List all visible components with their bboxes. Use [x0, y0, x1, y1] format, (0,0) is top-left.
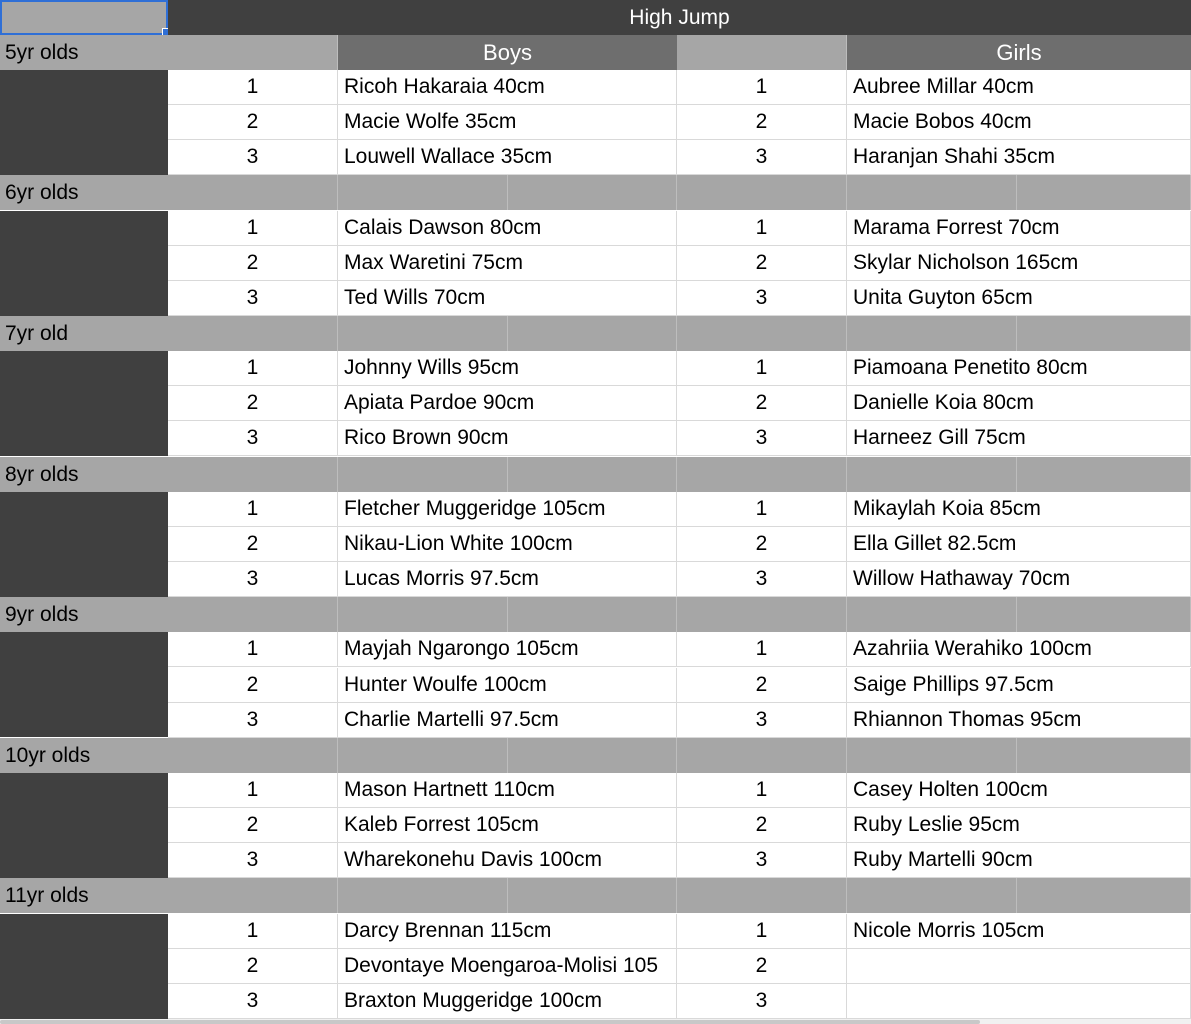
- girl-place-cell[interactable]: 3: [677, 281, 847, 316]
- boy-name-cell[interactable]: Ricoh Hakaraia 40cm: [338, 70, 677, 105]
- boy-name-cell[interactable]: Max Waretini 75cm: [338, 246, 677, 281]
- band-cell[interactable]: [677, 175, 847, 210]
- band-cell[interactable]: [847, 878, 1017, 913]
- age-group-label[interactable]: 10yr olds: [0, 738, 168, 773]
- boy-place-cell[interactable]: 1: [168, 211, 338, 246]
- girl-place-cell[interactable]: 3: [677, 562, 847, 597]
- boy-name-cell[interactable]: Rico Brown 90cm: [338, 421, 677, 456]
- boy-name-cell[interactable]: Ted Wills 70cm: [338, 281, 677, 316]
- boy-place-cell[interactable]: 3: [168, 281, 338, 316]
- band-cell[interactable]: [168, 878, 338, 913]
- boy-place-cell[interactable]: 2: [168, 386, 338, 421]
- girl-place-cell[interactable]: 2: [677, 386, 847, 421]
- girl-name-cell[interactable]: Unita Guyton 65cm: [847, 281, 1191, 316]
- girl-place-cell[interactable]: 2: [677, 949, 847, 984]
- band-cell[interactable]: [1017, 316, 1191, 351]
- girl-name-cell[interactable]: Nicole Morris 105cm: [847, 914, 1191, 949]
- boy-name-cell[interactable]: Hunter Woulfe 100cm: [338, 668, 677, 703]
- band-cell[interactable]: [508, 457, 677, 492]
- boy-place-cell[interactable]: 1: [168, 492, 338, 527]
- girl-name-cell[interactable]: Marama Forrest 70cm: [847, 211, 1191, 246]
- girl-name-cell[interactable]: Danielle Koia 80cm: [847, 386, 1191, 421]
- girl-place-cell[interactable]: 3: [677, 843, 847, 878]
- girl-name-cell[interactable]: Mikaylah Koia 85cm: [847, 492, 1191, 527]
- band-cell[interactable]: [508, 175, 677, 210]
- boy-name-cell[interactable]: Louwell Wallace 35cm: [338, 140, 677, 175]
- band-cell[interactable]: [677, 316, 847, 351]
- girl-place-cell[interactable]: 3: [677, 984, 847, 1019]
- age-group-label[interactable]: 6yr olds: [0, 175, 168, 210]
- boy-name-cell[interactable]: Nikau-Lion White 100cm: [338, 527, 677, 562]
- girl-name-cell[interactable]: Harneez Gill 75cm: [847, 421, 1191, 456]
- age-group-side-block[interactable]: [0, 914, 168, 1019]
- boy-place-cell[interactable]: 3: [168, 984, 338, 1019]
- girl-place-cell[interactable]: 1: [677, 914, 847, 949]
- age-group-side-block[interactable]: [0, 492, 168, 597]
- girl-name-cell[interactable]: Skylar Nicholson 165cm: [847, 246, 1191, 281]
- boy-place-cell[interactable]: 3: [168, 562, 338, 597]
- girl-name-cell[interactable]: Aubree Millar 40cm: [847, 70, 1191, 105]
- boy-place-cell[interactable]: 1: [168, 351, 338, 386]
- girl-place-cell[interactable]: 3: [677, 703, 847, 738]
- girl-place-cell[interactable]: 3: [677, 421, 847, 456]
- girl-place-cell[interactable]: 2: [677, 808, 847, 843]
- band-cell[interactable]: [508, 738, 677, 773]
- girl-name-cell[interactable]: Casey Holten 100cm: [847, 773, 1191, 808]
- girl-name-cell[interactable]: Ruby Leslie 95cm: [847, 808, 1191, 843]
- girl-name-cell[interactable]: Haranjan Shahi 35cm: [847, 140, 1191, 175]
- band-cell[interactable]: [168, 316, 338, 351]
- band-cell[interactable]: [1017, 738, 1191, 773]
- band-cell[interactable]: [677, 738, 847, 773]
- boy-name-cell[interactable]: Charlie Martelli 97.5cm: [338, 703, 677, 738]
- band-cell[interactable]: [1017, 175, 1191, 210]
- boy-place-cell[interactable]: 3: [168, 140, 338, 175]
- age-group-side-block[interactable]: [0, 70, 168, 175]
- band-cell[interactable]: [338, 316, 508, 351]
- boy-place-cell[interactable]: 2: [168, 668, 338, 703]
- age-group-side-block[interactable]: [0, 351, 168, 456]
- band-cell[interactable]: [338, 457, 508, 492]
- band-cell[interactable]: [508, 597, 677, 632]
- band-cell[interactable]: [847, 457, 1017, 492]
- girl-place-cell[interactable]: 2: [677, 246, 847, 281]
- boy-place-cell[interactable]: 2: [168, 949, 338, 984]
- girl-name-cell[interactable]: Saige Phillips 97.5cm: [847, 668, 1191, 703]
- girl-place-cell[interactable]: 3: [677, 140, 847, 175]
- band-cell[interactable]: [1017, 457, 1191, 492]
- boy-place-cell[interactable]: 3: [168, 421, 338, 456]
- band-cell[interactable]: [847, 597, 1017, 632]
- band-cell[interactable]: [847, 738, 1017, 773]
- girl-name-cell[interactable]: [847, 949, 1191, 984]
- band-cell[interactable]: [168, 457, 338, 492]
- age-group-side-block[interactable]: [0, 773, 168, 878]
- age-group-label[interactable]: 8yr olds: [0, 457, 168, 492]
- girl-place-cell[interactable]: 1: [677, 492, 847, 527]
- boy-place-cell[interactable]: 2: [168, 105, 338, 140]
- girl-name-cell[interactable]: Azahriia Werahiko 100cm: [847, 632, 1191, 667]
- boy-name-cell[interactable]: Fletcher Muggeridge 105cm: [338, 492, 677, 527]
- girl-place-cell[interactable]: 1: [677, 70, 847, 105]
- scrollbar-thumb[interactable]: [0, 1020, 980, 1024]
- boy-name-cell[interactable]: Johnny Wills 95cm: [338, 351, 677, 386]
- band-cell[interactable]: [338, 738, 508, 773]
- boy-place-cell[interactable]: 2: [168, 246, 338, 281]
- boy-name-cell[interactable]: Devontaye Moengaroa-Molisi 105: [338, 949, 677, 984]
- girl-place-cell[interactable]: 1: [677, 632, 847, 667]
- boy-name-cell[interactable]: Calais Dawson 80cm: [338, 211, 677, 246]
- band-cell[interactable]: [168, 738, 338, 773]
- girls-header[interactable]: Girls: [847, 35, 1191, 70]
- girl-name-cell[interactable]: Willow Hathaway 70cm: [847, 562, 1191, 597]
- boy-name-cell[interactable]: Kaleb Forrest 105cm: [338, 808, 677, 843]
- band-cell[interactable]: [338, 175, 508, 210]
- boy-name-cell[interactable]: Mason Hartnett 110cm: [338, 773, 677, 808]
- girl-place-cell[interactable]: 1: [677, 773, 847, 808]
- boy-name-cell[interactable]: Macie Wolfe 35cm: [338, 105, 677, 140]
- girl-name-cell[interactable]: Piamoana Penetito 80cm: [847, 351, 1191, 386]
- band-cell[interactable]: [847, 175, 1017, 210]
- band-cell[interactable]: [508, 878, 677, 913]
- girl-place-cell[interactable]: 2: [677, 668, 847, 703]
- boy-name-cell[interactable]: Braxton Muggeridge 100cm: [338, 984, 677, 1019]
- band-cell[interactable]: [1017, 878, 1191, 913]
- band-cell[interactable]: [338, 878, 508, 913]
- girl-place-cell[interactable]: 2: [677, 527, 847, 562]
- band-cell[interactable]: [508, 316, 677, 351]
- girl-place-cell[interactable]: 1: [677, 211, 847, 246]
- age-group-label[interactable]: 9yr olds: [0, 597, 168, 632]
- header-place-cell[interactable]: [168, 35, 338, 70]
- band-cell[interactable]: [847, 316, 1017, 351]
- band-cell[interactable]: [677, 457, 847, 492]
- boy-place-cell[interactable]: 2: [168, 527, 338, 562]
- boys-header[interactable]: Boys: [338, 35, 677, 70]
- boy-place-cell[interactable]: 3: [168, 843, 338, 878]
- boy-place-cell[interactable]: 1: [168, 70, 338, 105]
- age-group-side-block[interactable]: [0, 632, 168, 737]
- band-cell[interactable]: [1017, 597, 1191, 632]
- boy-place-cell[interactable]: 2: [168, 808, 338, 843]
- girl-place-cell[interactable]: 2: [677, 105, 847, 140]
- girl-name-cell[interactable]: [847, 984, 1191, 1019]
- header-row-age-cell[interactable]: 5yr olds: [0, 35, 168, 70]
- girl-place-cell[interactable]: 1: [677, 351, 847, 386]
- boy-name-cell[interactable]: Lucas Morris 97.5cm: [338, 562, 677, 597]
- girl-name-cell[interactable]: Ruby Martelli 90cm: [847, 843, 1191, 878]
- girl-name-cell[interactable]: Rhiannon Thomas 95cm: [847, 703, 1191, 738]
- age-group-side-block[interactable]: [0, 211, 168, 316]
- boy-place-cell[interactable]: 3: [168, 703, 338, 738]
- boy-name-cell[interactable]: Mayjah Ngarongo 105cm: [338, 632, 677, 667]
- girl-name-cell[interactable]: Macie Bobos 40cm: [847, 105, 1191, 140]
- boy-name-cell[interactable]: Darcy Brennan 115cm: [338, 914, 677, 949]
- girl-name-cell[interactable]: Ella Gillet 82.5cm: [847, 527, 1191, 562]
- boy-name-cell[interactable]: Apiata Pardoe 90cm: [338, 386, 677, 421]
- band-cell[interactable]: [168, 597, 338, 632]
- band-cell[interactable]: [338, 597, 508, 632]
- boy-place-cell[interactable]: 1: [168, 773, 338, 808]
- sheet-title[interactable]: High Jump: [168, 0, 1191, 35]
- selected-cell[interactable]: [0, 0, 168, 35]
- band-cell[interactable]: [677, 878, 847, 913]
- boy-place-cell[interactable]: 1: [168, 632, 338, 667]
- header-girl-place-cell[interactable]: [677, 35, 847, 70]
- boy-place-cell[interactable]: 1: [168, 914, 338, 949]
- band-cell[interactable]: [168, 175, 338, 210]
- age-group-label[interactable]: 7yr old: [0, 316, 168, 351]
- boy-name-cell[interactable]: Wharekonehu Davis 100cm: [338, 843, 677, 878]
- age-group-label[interactable]: 11yr olds: [0, 878, 168, 913]
- band-cell[interactable]: [677, 597, 847, 632]
